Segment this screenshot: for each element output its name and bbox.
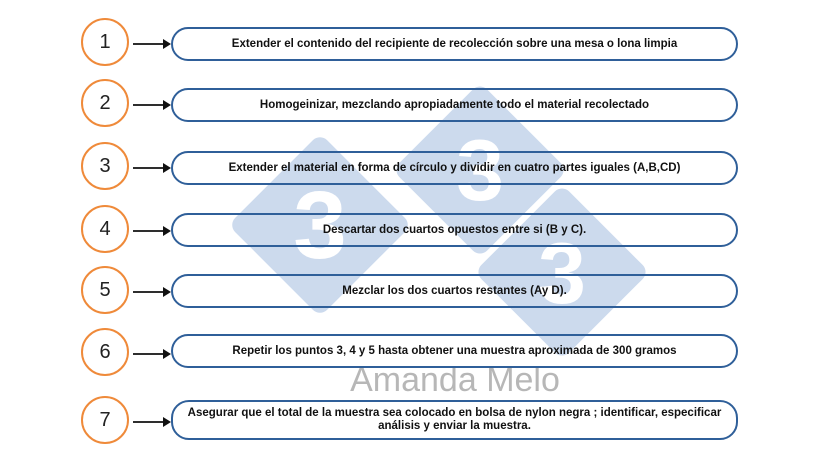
arrow-right-icon bbox=[133, 286, 171, 298]
step-4 bbox=[0, 205, 820, 255]
step-number-circle: 4 bbox=[81, 205, 129, 253]
step-3 bbox=[0, 142, 820, 192]
step-number-circle: 7 bbox=[81, 396, 129, 444]
step-text-box: Repetir los puntos 3, 4 y 5 hasta obtener una muestra aproximada de 300 gramos bbox=[171, 334, 738, 368]
watermark-digit-left: 3 bbox=[293, 172, 347, 279]
arrow-right-icon bbox=[133, 348, 171, 360]
step-2 bbox=[0, 79, 820, 129]
step-number-circle: 3 bbox=[81, 142, 129, 190]
step-text-box: Homogeinizar, mezclando apropiadamente todo el material recolectado bbox=[171, 88, 738, 122]
step-7 bbox=[0, 396, 820, 446]
step-5 bbox=[0, 266, 820, 316]
arrow-right-icon bbox=[133, 225, 171, 237]
step-number-circle: 1 bbox=[81, 18, 129, 66]
arrow-right-icon bbox=[133, 38, 171, 50]
step-1 bbox=[0, 18, 820, 68]
watermark-digit-top: 3 bbox=[456, 123, 504, 219]
arrow-right-icon bbox=[133, 162, 171, 174]
arrow-right-icon bbox=[133, 99, 171, 111]
step-text-box: Extender el material en forma de círculo y dividir en cuatro partes iguales (A,B,CD) bbox=[171, 151, 738, 185]
step-6 bbox=[0, 328, 820, 378]
watermark-text: Amanda Melo bbox=[350, 361, 560, 399]
step-number-circle: 2 bbox=[81, 79, 129, 127]
step-text-box: Asegurar que el total de la muestra sea colocado en bolsa de nylon negra ; identificar, especificar análisis y enviar la muestra. bbox=[171, 400, 738, 440]
step-text-box: Mezclar los dos cuartos restantes (Ay D). bbox=[171, 274, 738, 308]
arrow-right-icon bbox=[133, 416, 171, 428]
step-number-circle: 6 bbox=[81, 328, 129, 376]
watermark-digit-right: 3 bbox=[538, 226, 586, 322]
step-text-box: Extender el contenido del recipiente de recolección sobre una mesa o lona limpia bbox=[171, 27, 738, 61]
step-number-circle: 5 bbox=[81, 266, 129, 314]
step-text-box: Descartar dos cuartos opuestos entre si (B y C). bbox=[171, 213, 738, 247]
